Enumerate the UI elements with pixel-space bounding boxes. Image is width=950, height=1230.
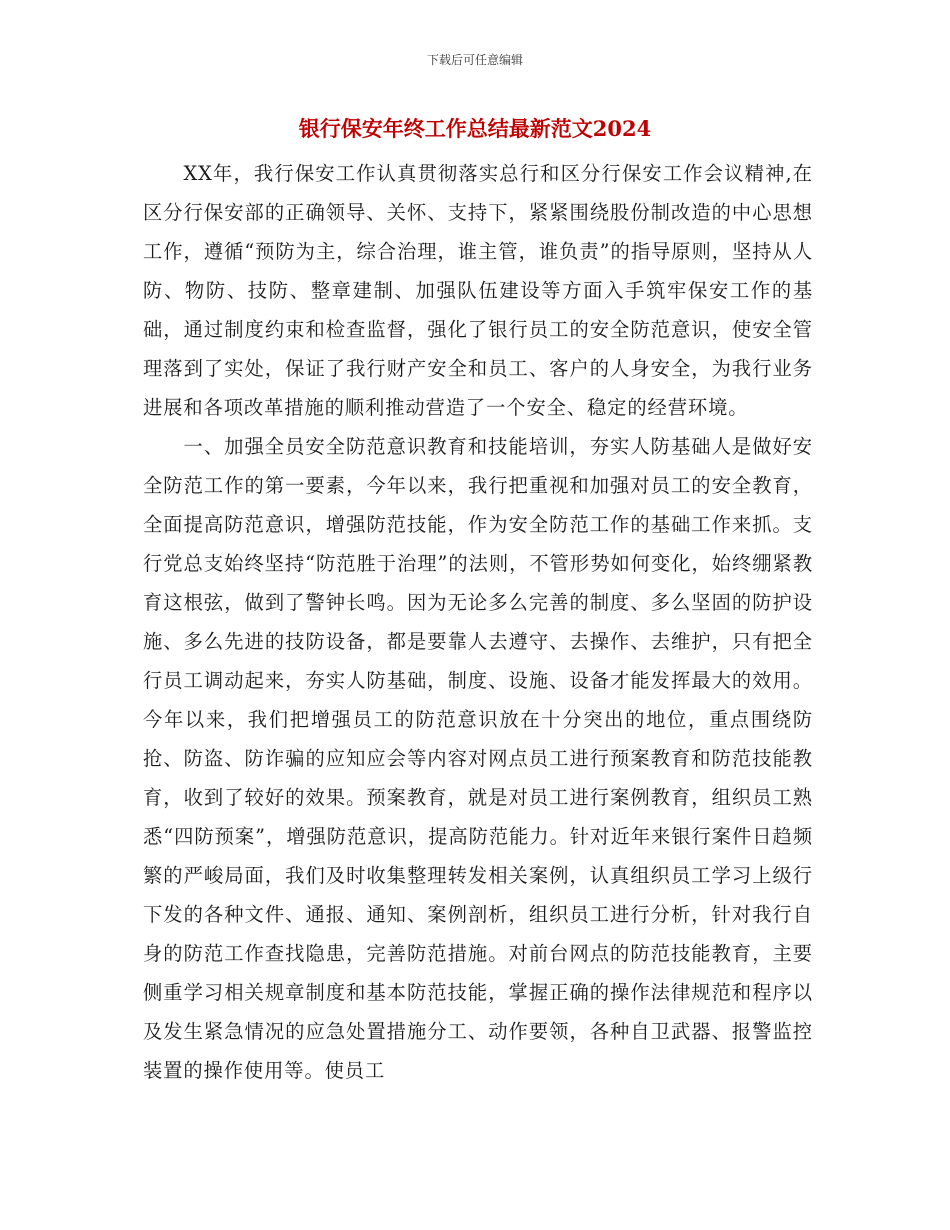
page-header-note: 下载后可任意编辑: [426, 53, 523, 67]
document-body: [143, 154, 813, 1090]
paragraph-intro: XX年，我行保安工作认真贯彻落实总行和区分行保安工作会议精神,在区分行保安部的正确领导、关怀、支持下，紧紧围绕股份制改造的中心思想工作，遵循“预防为主，综合治理，谁主管，谁负责”的指导原则，坚持从人防、物防、技防、整章建制、加强队伍建设等方面入手筑牢保安工作的基础，通过制度约束和检查监督，强化了银行员工的安全防范意识，使安全管理落到了实处，保证了我行财产安全和员工、客户的人身安全，为我行业务进展和各项改革措施的顺利推动营造了一个安全、稳定的经营环境。: [143, 162, 813, 419]
document-title: 银行保安年终工作总结最新范文2024: [298, 116, 652, 141]
paragraph-section-1: 一、加强全员安全防范意识教育和技能培训，夯实人防基础人是做好安全防范工作的第一要素，今年以来，我行把重视和加强对员工的安全教育，全面提高防范意识，增强防范技能，作为安全防范工作的基础工作来抓。支行党总支始终坚持“防范胜于治理”的法则，不管形势如何变化，始终绷紧教育这根弦，做到了警钟长鸣。因为无论多么完善的制度、多么坚固的防护设施、多么先进的技防设备，都是要靠人去遵守、去操作、去维护，只有把全行员工调动起来，夯实人防基础，制度、设施、设备才能发挥最大的效用。今年以来，我们把增强员工的防范意识放在十分突出的地位，重点围绕防抢、防盗、防诈骗的应知应会等内容对网点员工进行预案教育和防范技能教育，收到了较好的效果。预案教育，就是对员工进行案例教育，组织员工熟悉“四防预案”，增强防范意识，提高防范能力。针对近年来银行案件日趋频繁的严峻局面，我们及时收集整理转发相关案例，认真组织员工学习上级行下发的各种文件、通报、通知、案例剖析，组织员工进行分析，针对我行自身的防范工作查找隐患，完善防范措施。对前台网点的防范技能教育，主要侧重学习相关规章制度和基本防范技能，掌握正确的操作法律规范和程序以及发生紧急情况的应急处置措施分工、动作要领，各种自卫武器、报警监控装置的操作使用等。使员工: [143, 435, 813, 1082]
